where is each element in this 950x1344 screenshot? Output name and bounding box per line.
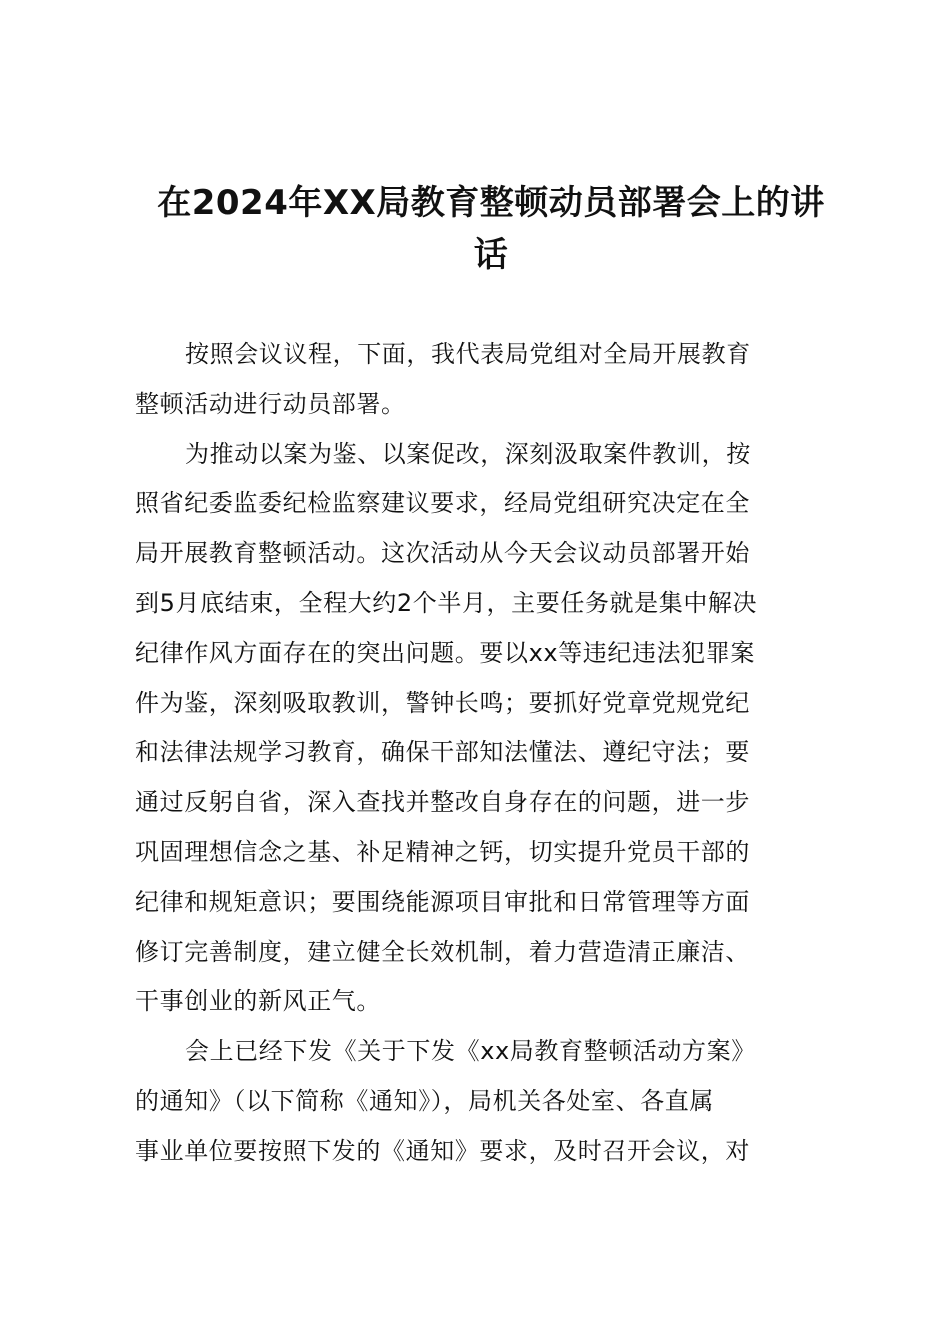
text-line: 巩固理想信念之基、补足精神之钙，切实提升党员干部的 — [135, 837, 750, 866]
text-line: 照省纪委监委纪检监察建议要求，经局党组研究决定在全 — [135, 489, 750, 518]
title-line: 在2024年XX局教育整顿动员部署会上的讲 — [157, 183, 825, 223]
text-line: 到5月底结束，全程大约2个半月，主要任务就是集中解决 — [135, 588, 758, 617]
document-title — [126, 177, 856, 281]
text-line: 修订完善制度，建立健全长效机制，着力营造清正廉洁、 — [135, 937, 750, 966]
paragraph-1 — [135, 330, 835, 430]
text-line: 件为鉴，深刻吸取教训，警钟长鸣；要抓好党章党规党纪 — [135, 688, 750, 717]
text-line: 事业单位要按照下发的《通知》要求，及时召开会议，对 — [135, 1136, 750, 1165]
text-line: 为推动以案为鉴、以案促改，深刻汲取案件教训，按 — [185, 439, 751, 468]
text-line: 纪律作风方面存在的突出问题。要以xx等违纪违法犯罪案 — [135, 638, 756, 667]
text-line: 通过反躬自省，深入查找并整改自身存在的问题，进一步 — [135, 788, 750, 817]
text-line: 整顿活动进行动员部署。 — [135, 389, 406, 418]
text-line: 局开展教育整顿活动。这次活动从今天会议动员部署开始 — [135, 539, 750, 568]
text-line: 纪律和规矩意识；要围绕能源项目审批和日常管理等方面 — [135, 887, 750, 916]
title-line: 话 — [473, 235, 509, 275]
paragraph-2 — [135, 430, 835, 1028]
text-line: 和法律法规学习教育，确保干部知法懂法、遵纪守法；要 — [135, 738, 750, 767]
text-line: 会上已经下发《关于下发《xx局教育整顿活动方案》 — [185, 1037, 756, 1066]
text-line: 干事创业的新风正气。 — [135, 987, 381, 1016]
document-body — [135, 330, 835, 1177]
paragraph-3 — [135, 1027, 835, 1176]
text-line: 按照会议议程，下面，我代表局党组对全局开展教育 — [185, 340, 751, 368]
text-line: 的通知》（以下简称《通知》），局机关各处室、各直属 — [135, 1086, 714, 1115]
